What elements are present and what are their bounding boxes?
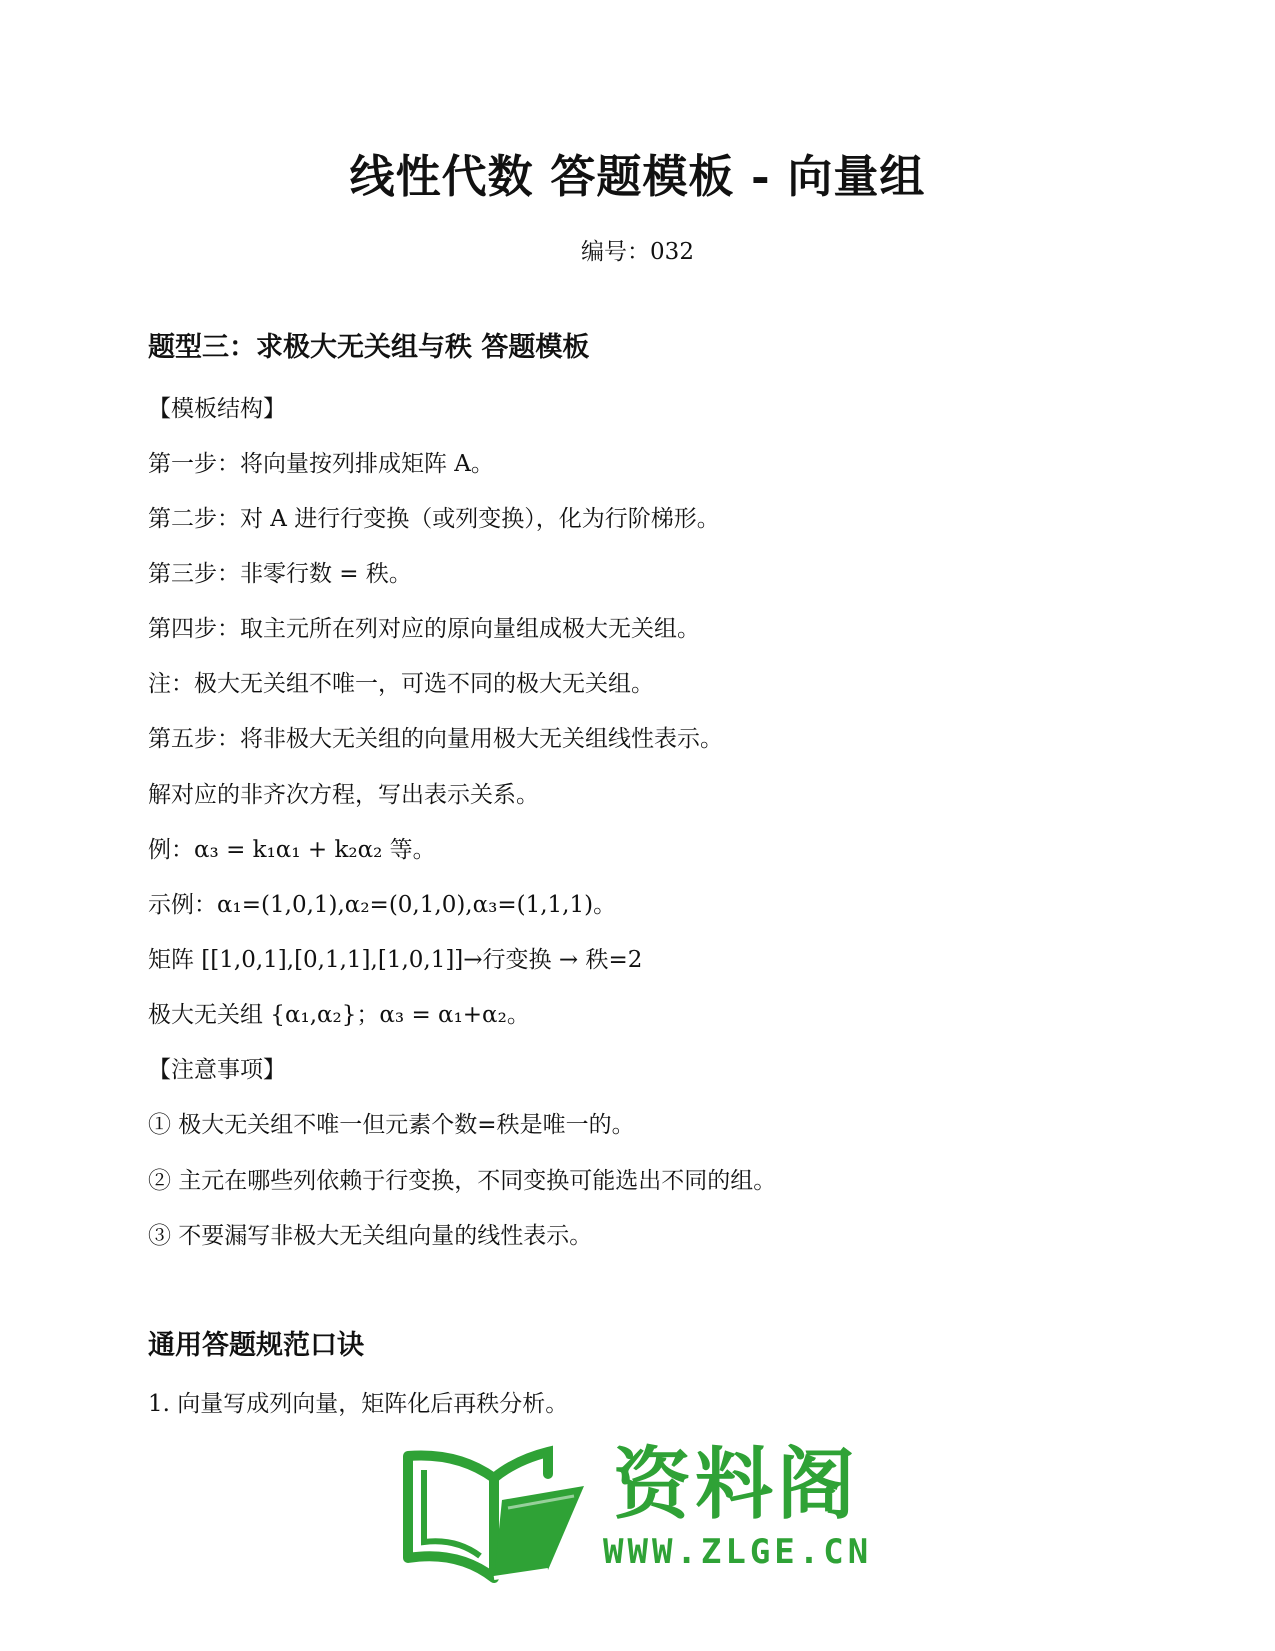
note-item-1: ① 极大无关组不唯一但元素个数=秩是唯一的。: [148, 1112, 635, 1138]
document-code: 编号：032: [581, 239, 694, 265]
step-four: 第四步：取主元所在列对应的原向量组成极大无关组。: [148, 616, 700, 642]
open-book-folder-icon: [398, 1438, 598, 1588]
step-one: 第一步：将向量按列排成矩阵 A。: [148, 451, 494, 477]
mnemonic-item-1: 1. 向量写成列向量，矩阵化后再秩分析。: [148, 1391, 569, 1417]
step-two: 第二步：对 A 进行行变换（或列变换），化为行阶梯形。: [148, 506, 720, 532]
note-item-2: ② 主元在哪些列依赖于行变换，不同变换可能选出不同的组。: [148, 1168, 777, 1194]
section-heading-mnemonic: 通用答题规范口诀: [148, 1330, 364, 1361]
watermark-url: WWW.ZLGE.CN: [603, 1532, 873, 1572]
example-matrix: 矩阵 [[1,0,1],[0,1,1],[1,0,1]]→行变换 → 秩=2: [148, 947, 643, 973]
notes-label: 【注意事项】: [148, 1057, 286, 1083]
note-line: 注：极大无关组不唯一，可选不同的极大无关组。: [148, 671, 654, 697]
section-heading: 题型三：求极大无关组与秩 答题模板: [148, 332, 590, 363]
document-title: 线性代数 答题模板 - 向量组: [349, 150, 926, 203]
example-result: 极大无关组 {α₁,α₂}；α₃ = α₁+α₂。: [148, 1002, 530, 1028]
step-five: 第五步：将非极大无关组的向量用极大无关组线性表示。: [148, 726, 723, 752]
solve-line: 解对应的非齐次方程，写出表示关系。: [148, 782, 539, 808]
example-formula: 例：α₃ = k₁α₁ + k₂α₂ 等。: [148, 837, 436, 863]
watermark-name: 资料阁: [613, 1440, 860, 1530]
watermark-logo: [398, 1438, 873, 1588]
step-three: 第三步：非零行数 = 秩。: [148, 561, 412, 587]
note-item-3: ③ 不要漏写非极大无关组向量的线性表示。: [148, 1223, 593, 1249]
template-structure-label: 【模板结构】: [148, 396, 286, 422]
example-vectors: 示例：α₁=(1,0,1),α₂=(0,1,0),α₃=(1,1,1)。: [148, 892, 617, 918]
